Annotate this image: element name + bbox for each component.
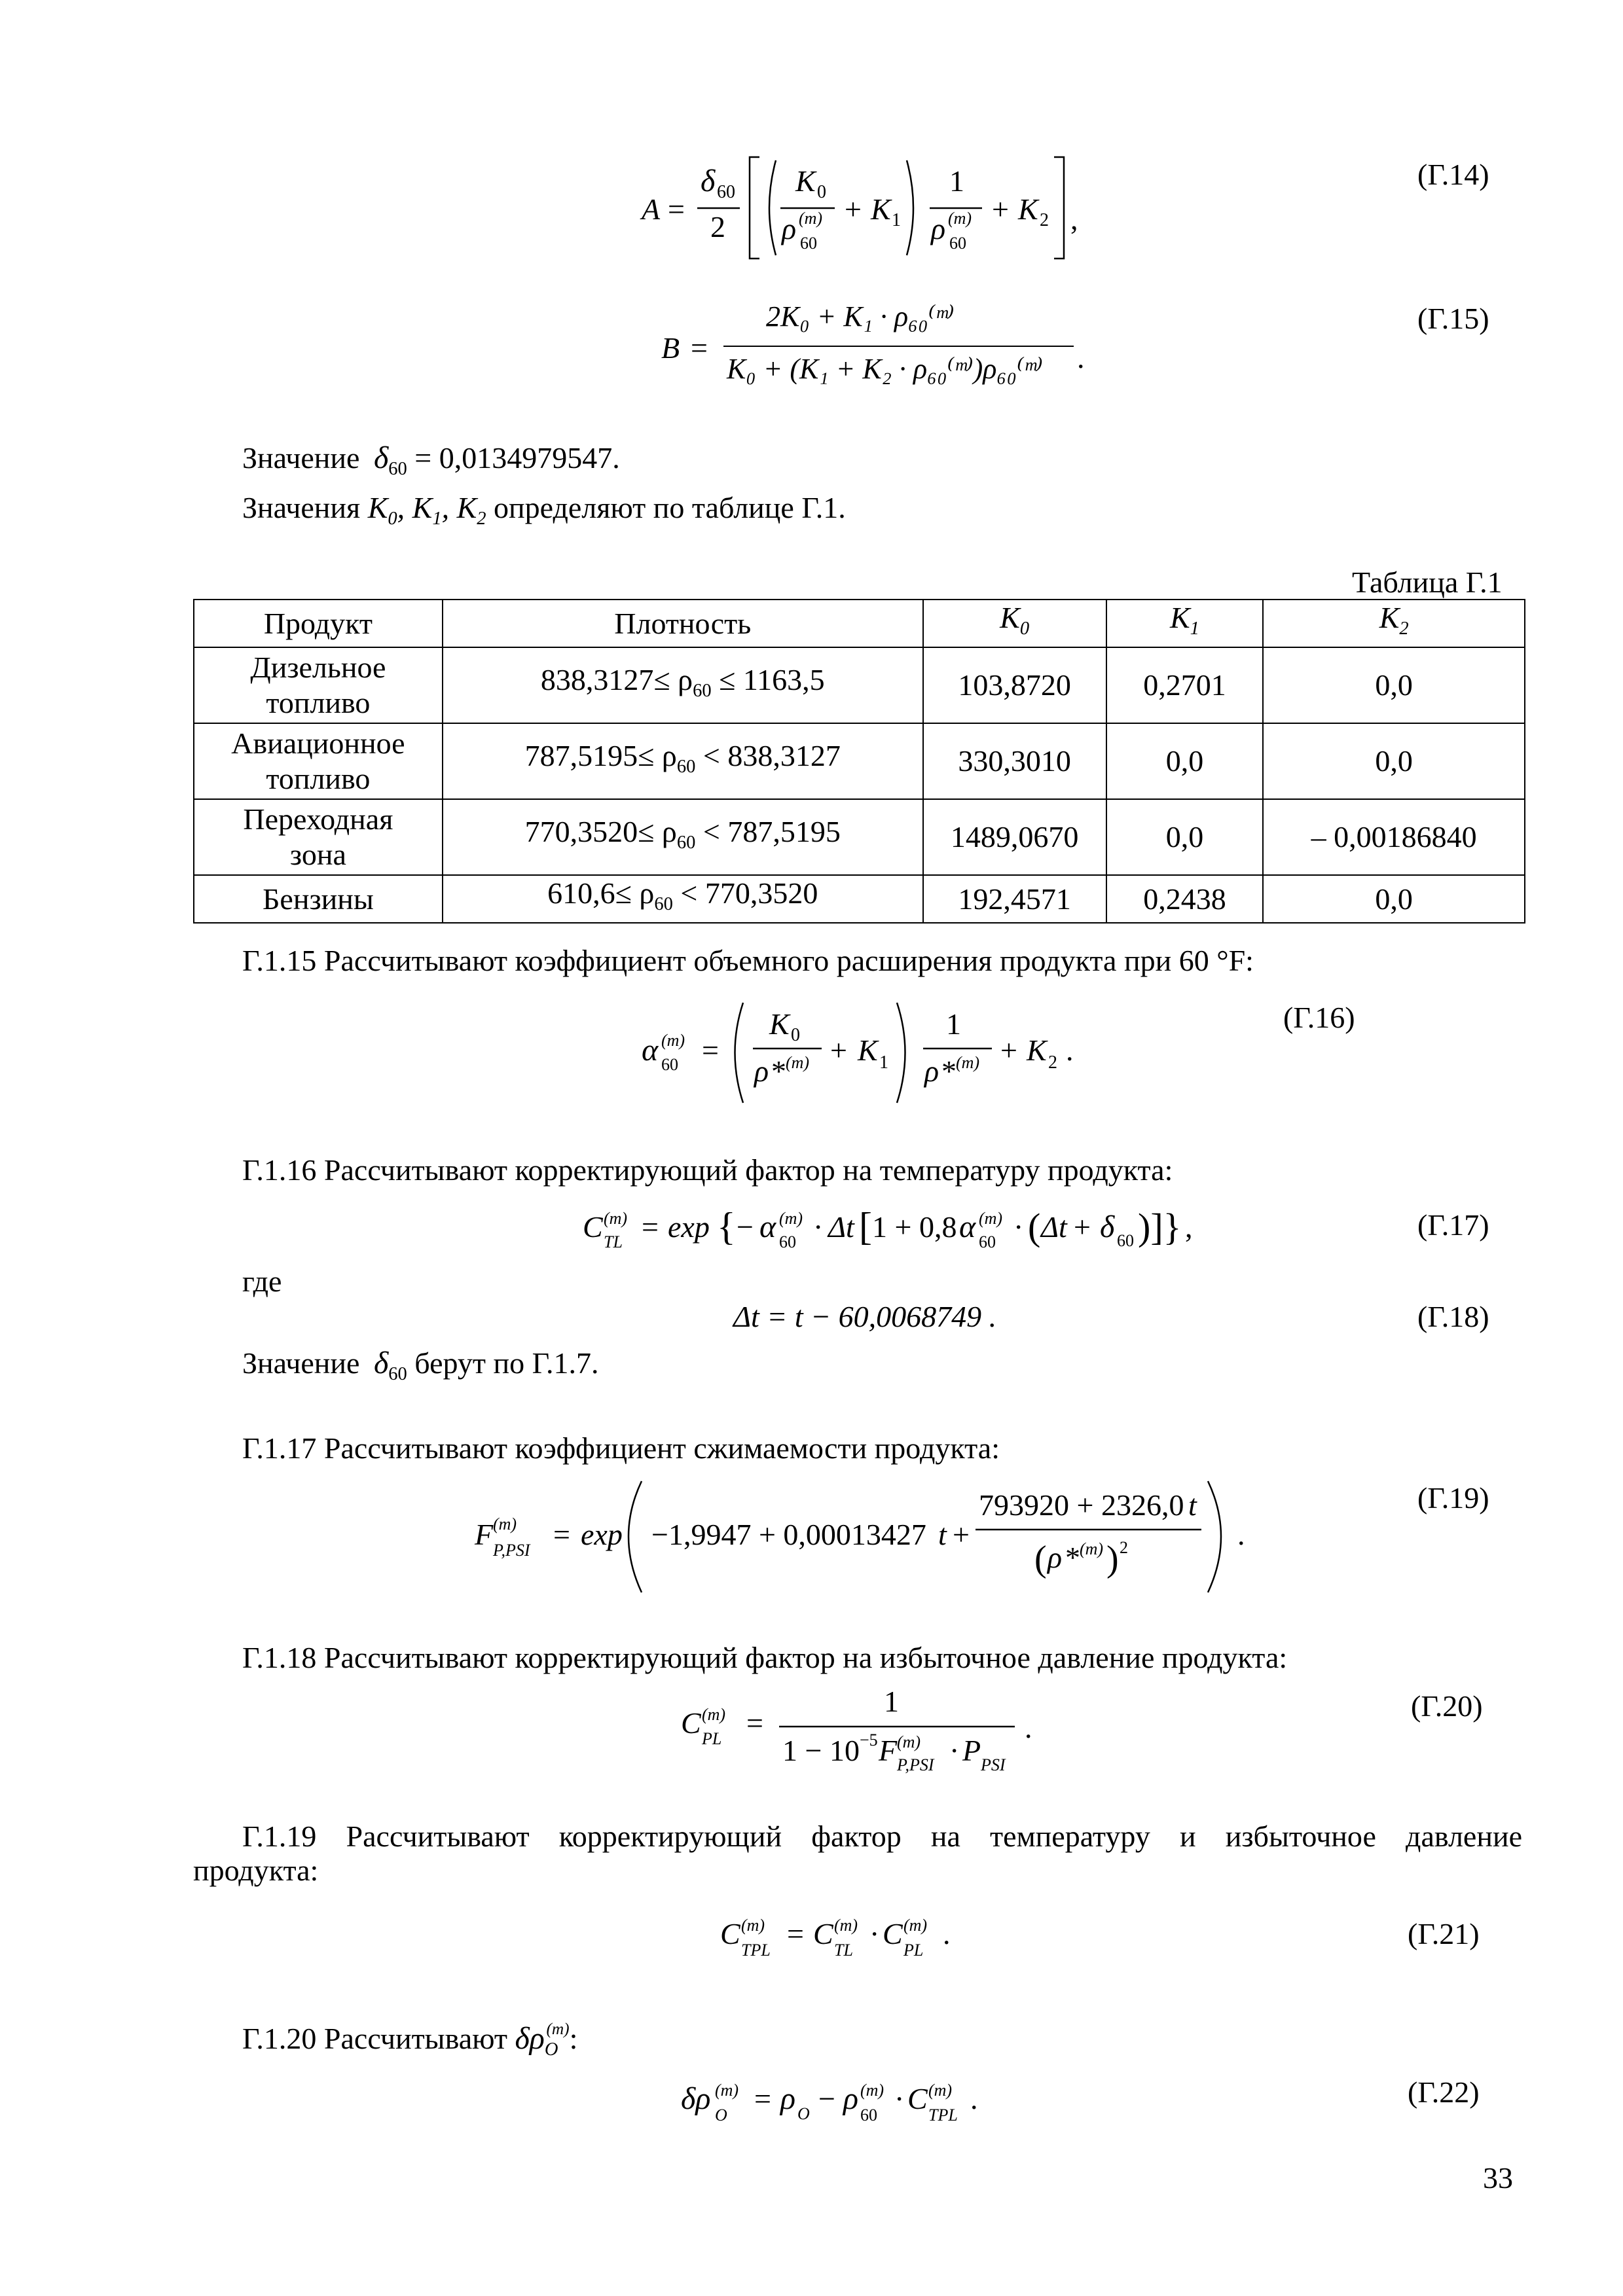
table-row: Бензины $610,6\le \rho_{60} < 770,3520$ 192,4571 0,2438 0,0 (194, 875, 1525, 923)
svg-text:2: 2 (710, 210, 725, 243)
svg-text:(m): (m) (786, 1053, 810, 1072)
svg-text:60: 60 (860, 2106, 877, 2125)
svg-text:=: = (642, 1210, 659, 1244)
svg-text:ρ: ρ (843, 2081, 859, 2116)
delta-ref-line: Значение $\delta_{60}$ берут по Г.1.7. (242, 1346, 599, 1385)
svg-text:F: F (879, 1734, 898, 1767)
svg-text:PL: PL (903, 1941, 924, 1960)
table-row: Дизельное топливо $838,3127\le \rho_{60} \le 1163,5$ 103,8720 0,2701 0,0 (194, 647, 1525, 723)
svg-text:K: K (795, 164, 816, 198)
svg-text:*: * (941, 1054, 957, 1088)
svg-text:): ) (1106, 1539, 1119, 1579)
svg-text:2: 2 (1040, 210, 1049, 230)
svg-text:60: 60 (979, 1232, 996, 1251)
svg-text:P,PSI: P,PSI (897, 1755, 934, 1774)
formula-g19 (468, 1476, 1254, 1600)
svg-text:·: · (813, 1210, 824, 1244)
paragraph-g1-19: Г.1.19 Рассчитывают корректирующий фактор на температуру и избыточное давление (242, 1820, 1522, 1853)
svg-text:)]}: )]} (1138, 1206, 1182, 1248)
table-row: Авиационное топливо $787,5195\le \rho_{60} < 838,3127$ 330,3010 0,0 0,0 (194, 723, 1525, 799)
header-k2: $K_2$ (1263, 600, 1525, 647)
svg-text:(: ( (1028, 1206, 1041, 1248)
svg-text:ρ: ρ (931, 212, 946, 245)
svg-text:.: . (1066, 1033, 1074, 1067)
svg-text:(m): (m) (928, 2081, 953, 2100)
svg-text:(m): (m) (979, 1209, 1003, 1228)
svg-text:t: t (1188, 1488, 1197, 1522)
svg-text:C: C (681, 1706, 701, 1740)
svg-text:+: + (953, 1518, 970, 1551)
table-g1 (193, 599, 1525, 924)
svg-text:(m): (m) (604, 1209, 628, 1228)
svg-text:1: 1 (949, 164, 964, 198)
svg-text:2: 2 (1120, 1538, 1128, 1557)
svg-text:1: 1 (892, 210, 901, 230)
svg-text:TL: TL (834, 1941, 853, 1960)
svg-text:+: + (992, 192, 1009, 226)
paragraph-g1-16: Г.1.16 Рассчитывают корректирующий фактор на температуру продукта: (242, 1153, 1173, 1187)
svg-text:60: 60 (949, 234, 966, 253)
svg-text:−: − (737, 1210, 754, 1244)
svg-text:{: { (717, 1205, 736, 1248)
svg-text:(m): (m) (897, 1732, 921, 1751)
svg-text:,: , (1185, 1210, 1193, 1244)
paragraph-g1-19-cont: продукта: (193, 1854, 319, 1887)
svg-text:t: t (938, 1518, 947, 1551)
paragraph-g1-18: Г.1.18 Рассчитывают корректирующий фактор на избыточное давление продукта: (242, 1641, 1288, 1674)
svg-text:.: . (1025, 1711, 1032, 1744)
svg-text:(m): (m) (715, 2081, 739, 2100)
table-header-row (194, 600, 1525, 647)
svg-text:α: α (759, 1210, 776, 1244)
g14-number: (Г.14) (1417, 158, 1489, 191)
formula-g20 (674, 1682, 1080, 1780)
svg-text:ρ: ρ (782, 212, 797, 245)
g20-number: (Г.20) (1411, 1689, 1483, 1723)
k-values-line: Значения $K_0$, $K_1$, $K_2$ определяют по таблице Г.1. (242, 491, 846, 529)
table-row: Переходная зона $770,3520\le \rho_{60} < 787,5195$ 1489,0670 0,0 – 0,00186840 (194, 799, 1525, 875)
svg-text:+: + (1074, 1210, 1091, 1244)
paragraph-g1-17: Г.1.17 Рассчитывают коэффициент сжимаемости продукта: (242, 1431, 1000, 1465)
svg-text:=: = (787, 1917, 804, 1950)
svg-text:.: . (943, 1917, 951, 1950)
g19-number: (Г.19) (1417, 1481, 1489, 1515)
svg-text:.: . (970, 2082, 978, 2115)
svg-text:TPL: TPL (741, 1941, 771, 1960)
svg-text:C: C (720, 1917, 740, 1950)
svg-text:(m): (m) (903, 1916, 928, 1935)
svg-text:(m): (m) (741, 1916, 765, 1935)
svg-text:O: O (715, 2106, 727, 2125)
header-density: Плотность (443, 600, 923, 647)
svg-text:ρ: ρ (924, 1054, 939, 1088)
svg-text:(m): (m) (948, 209, 972, 228)
svg-text:K: K (1018, 192, 1038, 226)
gde-label: где (242, 1265, 282, 1298)
svg-text:C: C (907, 2082, 928, 2115)
g21-number: (Г.21) (1408, 1917, 1480, 1950)
svg-text:·: · (869, 1917, 880, 1950)
svg-text:δρ: δρ (681, 2081, 711, 2116)
svg-text:1 − 10: 1 − 10 (782, 1734, 860, 1767)
svg-text:K: K (1027, 1033, 1047, 1067)
table-caption: Таблица Г.1 (1352, 565, 1503, 599)
formula-g14 (629, 151, 1126, 268)
svg-text:−1,9947 + 0,00013427: −1,9947 + 0,00013427 (651, 1518, 926, 1551)
svg-text:PSI: PSI (981, 1755, 1006, 1774)
formula-g22 (674, 2068, 1054, 2134)
paragraph-g1-15: Г.1.15 Рассчитывают коэффициент объемного расширения продукта при 60 °F: (242, 944, 1254, 977)
g15-denominator: K₀ + (K₁ + K₂ · ρ₆₀⁽ᵐ⁾)ρ₆₀⁽ᵐ⁾ (727, 353, 1043, 385)
svg-text:[: [ (859, 1205, 872, 1248)
svg-text:·: · (894, 2082, 905, 2115)
svg-text:=: = (668, 192, 685, 226)
header-product: Продукт (194, 600, 443, 647)
svg-text:=: = (702, 1033, 719, 1067)
svg-text:exp: exp (668, 1210, 710, 1244)
svg-text:(m): (m) (661, 1031, 685, 1050)
svg-text:60: 60 (717, 182, 735, 202)
svg-text:*: * (1065, 1541, 1080, 1574)
svg-text:α: α (959, 1210, 976, 1244)
g15-numerator: 2K₀ + K₁ · ρ₆₀⁽ᵐ⁾ (766, 300, 955, 332)
svg-text:+: + (1000, 1033, 1017, 1067)
svg-text:=: = (553, 1518, 570, 1551)
formula-g18: Δt = t − 60,0068749 . (733, 1300, 997, 1333)
svg-text:α: α (642, 1033, 659, 1067)
svg-text:(m): (m) (956, 1053, 980, 1072)
svg-text:*: * (771, 1054, 786, 1088)
svg-text:(m): (m) (702, 1705, 726, 1724)
svg-text:C: C (813, 1917, 833, 1950)
g17-number: (Г.17) (1417, 1208, 1489, 1242)
formula-g21 (714, 1905, 1054, 1970)
svg-text:2: 2 (1048, 1052, 1057, 1073)
svg-text:Δt: Δt (828, 1210, 854, 1244)
formula-g16 (629, 995, 1126, 1109)
svg-text:=: = (746, 1706, 763, 1740)
svg-text:TL: TL (604, 1232, 623, 1251)
svg-text:(m): (m) (493, 1515, 517, 1534)
svg-text:1 + 0,8: 1 + 0,8 (872, 1210, 957, 1244)
svg-text:0: 0 (791, 1025, 800, 1045)
svg-text:PL: PL (702, 1729, 722, 1748)
svg-text:60: 60 (1117, 1231, 1134, 1250)
g18-number: (Г.18) (1417, 1300, 1489, 1333)
svg-text:793920 + 2326,0: 793920 + 2326,0 (979, 1488, 1184, 1522)
delta-value-line: Значение $\delta_{60} = 0,0134979547$. (242, 440, 620, 480)
svg-text:+: + (845, 192, 862, 226)
svg-text:1: 1 (884, 1685, 899, 1718)
svg-text:O: O (797, 2104, 810, 2123)
svg-text:ρ: ρ (754, 1054, 769, 1088)
svg-text:·: · (949, 1734, 960, 1767)
g14-lhs: A (642, 192, 661, 226)
paragraph-g1-20: Г.1.20 Рассчитывают $\delta\rho_O^{(m)}$: (242, 2020, 578, 2060)
svg-text:.: . (1237, 1518, 1245, 1551)
svg-text:−: − (818, 2082, 835, 2115)
svg-text:C: C (583, 1210, 603, 1244)
svg-text:·: · (1013, 1210, 1024, 1244)
svg-text:(m): (m) (779, 1209, 803, 1228)
svg-text:(m): (m) (1080, 1539, 1104, 1558)
svg-text:Δt: Δt (1041, 1210, 1067, 1244)
svg-text:+: + (830, 1033, 847, 1067)
svg-text:K: K (858, 1033, 878, 1067)
g16-number: (Г.16) (1283, 1001, 1355, 1034)
svg-text:K: K (769, 1007, 790, 1041)
svg-text:(m): (m) (799, 209, 823, 228)
svg-text:−5: −5 (860, 1731, 878, 1749)
svg-text:(: ( (1034, 1539, 1047, 1579)
svg-text:P,PSI: P,PSI (493, 1541, 530, 1560)
svg-text:ρ: ρ (1048, 1541, 1063, 1574)
svg-text:60: 60 (779, 1232, 796, 1251)
svg-text:60: 60 (661, 1055, 678, 1074)
svg-text:=: = (754, 2082, 771, 2115)
formula-g17 (576, 1196, 1205, 1262)
svg-text:1: 1 (879, 1052, 888, 1073)
svg-text:,: , (1070, 202, 1078, 236)
header-k0: $K_0$ (923, 600, 1106, 647)
svg-text:C: C (883, 1917, 903, 1950)
g15-lhs: B (661, 331, 680, 365)
svg-text:δ: δ (701, 164, 716, 198)
svg-text:P: P (962, 1734, 981, 1767)
svg-text:(m): (m) (860, 2081, 884, 2100)
g15-fraction-bar (723, 346, 1074, 347)
svg-text:60: 60 (800, 234, 817, 253)
svg-text:(m): (m) (834, 1916, 858, 1935)
svg-text:0: 0 (817, 182, 826, 202)
svg-text:TPL: TPL (928, 2106, 958, 2125)
page-number: 33 (1483, 2161, 1513, 2195)
svg-text:K: K (871, 192, 891, 226)
header-k1: $K_1$ (1106, 600, 1264, 647)
g22-number: (Г.22) (1408, 2075, 1480, 2109)
svg-text:exp: exp (581, 1518, 623, 1551)
svg-text:F: F (475, 1518, 494, 1551)
svg-text:1: 1 (946, 1007, 961, 1041)
svg-text:δ: δ (1100, 1210, 1115, 1244)
g15-number: (Г.15) (1417, 302, 1489, 335)
svg-text:ρ: ρ (780, 2081, 796, 2116)
